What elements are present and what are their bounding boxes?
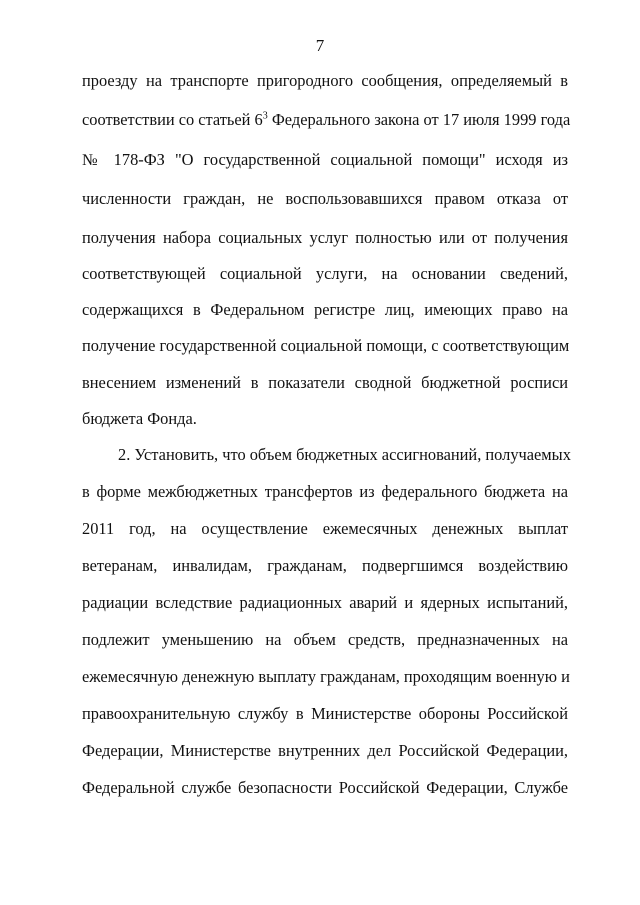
text-line: ветеранам, инвалидам, гражданам, подвергшимся воздействию [82,556,568,575]
text-line: содержащихся в Федеральном регистре лиц, имеющих право на [82,300,568,319]
text-line-part: Федерального закона от 17 июля 1999 года [267,110,571,129]
text-line: Федерации, Министерстве внутренних дел Российской Федерации, [82,741,568,760]
text-line: в форме межбюджетных трансфертов из федерального бюджета на [82,482,568,501]
text-line: бюджета Фонда. [82,409,197,428]
text-line [82,109,571,131]
text-line: 2. Установить, что объем бюджетных ассигнований, получаемых [118,445,571,464]
text-line: правоохранительную службу в Министерстве обороны Российской [82,704,568,723]
superscript: 3 [262,110,268,122]
text-line: подлежит уменьшению на объем средств, предназначенных на [82,630,568,649]
text-line: внесением изменений в показатели сводной бюджетной росписи [82,373,568,392]
text-line: численности граждан, не воспользовавшихся правом отказа от [82,189,568,208]
text-line: проезду на транспорте пригородного сообщения, определяемый в [82,71,568,90]
text-line: Федеральной службе безопасности Российской Федерации, Службе [82,778,568,797]
text-line-part: соответствии со статьей 6 [82,110,263,129]
text-line: радиации вследствие радиационных аварий и ядерных испытаний, [82,593,568,612]
text-line: соответствующей социальной услуги, на основании сведений, [82,264,568,283]
text-line: ежемесячную денежную выплату гражданам, проходящим военную и [82,667,570,686]
text-line: получение государственной социальной помощи, с соответствующим [82,336,570,355]
page-number: 7 [315,36,325,55]
text-line: № 178-ФЗ "О государственной социальной помощи" исходя из [82,150,568,169]
text-line: 2011 год, на осуществление ежемесячных денежных выплат [82,519,568,538]
text-line: получения набора социальных услуг полностью или от получения [82,228,568,247]
